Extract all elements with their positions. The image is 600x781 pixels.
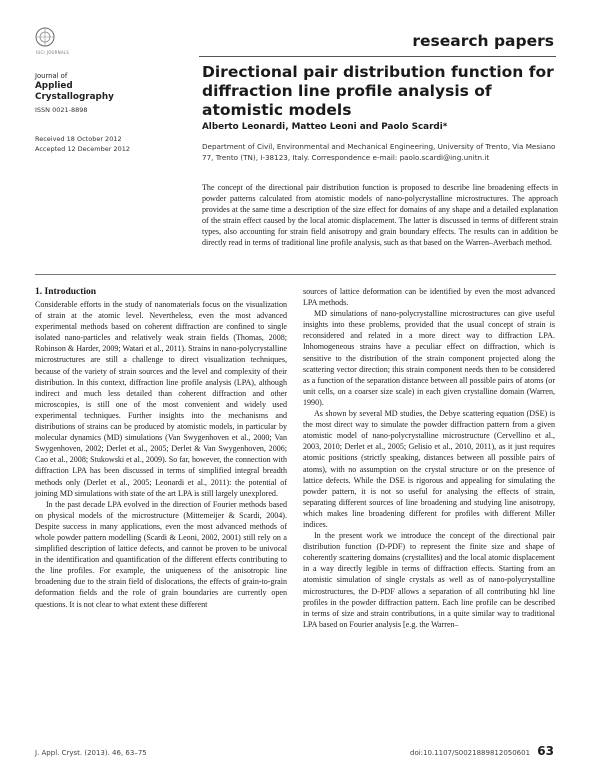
page-number: 63 — [537, 744, 554, 758]
abstract-divider — [35, 274, 556, 275]
section-label: research papers — [412, 32, 554, 50]
paragraph: In the past decade LPA evolved in the direction of Fourier methods based on physical models of the microstructure (Mittemeijer & Scardi, 2004). Despite success in many applications, even the most advanced methods of whole powder pattern modelling (Scardi & Leoni, 2002, 2001) still rely on a simplified description of lattice defects, and cannot be proven to be univocal in the identification and quantification of the different effects contributing to the line profiles. For example, the uniqueness of the anisotropic line broadening due to the strain field of dislocations, the effects of grain-to-grain deformation fields and the role of grain boundaries are currently open questions. It is not clear to what extent these different — [35, 499, 287, 609]
journal-block — [35, 71, 114, 115]
section-heading-introduction: 1. Introduction — [35, 287, 97, 297]
paragraph: In the present work we introduce the concept of the directional pair distribution function (D-PDF) to represent the finite size and shape of coherently scattering domains (crystallites) and the local atomic displacement in a way directly legible in terms of diffraction effects. Starting from an atomistic simulation of single crystals as well as of nano-polycrystalline microstructures, the D-PDF allows a separation of all contributing hkl line profiles in the powder diffraction pattern. Each line profile can be described in terms of size and strain contributions, in a quite similar way to traditional LPA based on Fourier analysis [e.g. the Warren– — [303, 531, 555, 629]
footer-citation: J. Appl. Cryst. (2013). 46, 63–75 — [35, 749, 147, 757]
article-affiliation: Department of Civil, Environmental and Mechanical Engineering, University of Trento, Via Mesiano 77, Trento (TN), I-38123, Italy. Correspondence e-mail: paolo.scardi@ing.unitn.it — [202, 142, 556, 162]
header-divider — [199, 56, 556, 57]
footer-doi: doi:10.1107/S0021889812050601 — [410, 749, 531, 757]
journal-logo-icon — [35, 26, 55, 48]
article-title: Directional pair distribution function for diffraction line profile analysis of atomistic models — [202, 63, 554, 119]
paragraph: As shown by several MD studies, the Debye scattering equation (DSE) is the most direct way to simulate the powder diffraction pattern from a given atomistic model of nano-polycrystalline microstructure (Cervellino et al., 2003, 2010; Derlet et al., 2005; Gelisio et al., 2010, 2011), as it just requires atomic positions (strictly speaking, distances between all possible pairs of atoms), with no assumption on the crystal structure or on the presence of lattice defects. While the DSE is rigorous and appealing for simulating the powder pattern, it is not so useful for analysing the effects of strain, separating different sources of line broadening and studying line anisotropy, which makes line broadening different for profiles with different Miller indices. — [303, 409, 555, 529]
journal-name-line2: Crystallography — [35, 92, 114, 102]
paragraph: Considerable efforts in the study of nanomaterials focus on the visualization of strain at the atomic level. Nevertheless, even the most advanced experimental methods based on coherent diffraction are confined to single isolated nano-particles and relatively weak strain fields (Thomas, 2008; Robinson & Harder, 2009; Watari et al., 2011). Strains in nano-polycrystalline microstructures are still a challenge to direct visualization techniques, because of the variety of strain sources and the level and complexity of their distribution. In this context, diffraction line profile analysis (LPA), although indirect and much less detailed than coherent diffraction and other microscopies, is still one of the most convenient and widely used experimental techniques. Further insights into the mechanisms and distributions of strains can be produced by atomistic models, in particular by molecular dynamics (MD) simulations (Van Swygenhoven et al., 2000; Van Swygenhoven, 2002; Derlet et al., 2005; Derlet & Van Swygenhoven, 2006; Cao et al., 2008; Stukowski et al., 2009). So far, however, the connection with diffraction LPA has been discussed in terms of simplified integral breadth methods only (Derlet et al., 2005; Leonardi et al., 2011): the potential of joining MD simulations with state of the art LPA is still largely unexplored. — [35, 300, 287, 498]
accepted-date: Accepted 12 December 2012 — [35, 144, 130, 153]
received-date: Received 18 October 2012 — [35, 135, 122, 143]
body-column-left — [35, 286, 287, 610]
paragraph: sources of lattice deformation can be identified by even the most advanced LPA methods. — [303, 287, 555, 308]
article-authors: Alberto Leonardi, Matteo Leoni and Paolo Scardi* — [202, 122, 448, 132]
paragraph: MD simulations of nano-polycrystalline microstructures can give useful insights into these problems, provided that the usual concept of strain is reconsidered and related in a more direct way to diffraction LPA. Inhomogeneous strains have a peculiar effect on diffraction, which is sensitive to the distribution of the strain component projected along the scattering vector direction; this strain component needs then to be considered as a function of the separation distance between all possible pairs of atoms (or unit cells, on a coarser size scale) in each given crystalline domain (Warren, 1990). — [303, 309, 555, 407]
journal-name-line1: Applied — [35, 81, 73, 91]
article-abstract: The concept of the directional pair distribution function is proposed to describe line broadening effects in powder patterns calculated from atomistic models of nano-polycrystalline microstructures. The approach provides at the same time a description of the size effect for domains of any shape and a detailed explanation of the strain effect caused by the local atomic displacement. The latter is discussed in terms of different strain types, also accounting for strain field anisotropy and grain boundary effects. The results can in addition be directly read in terms of traditional line profile analysis, such as that based on the Warren–Averbach method. — [202, 183, 558, 247]
journal-prefix: Journal of — [35, 72, 68, 80]
logo-caption: IUCr JOURNALS — [36, 50, 69, 55]
article-dates — [35, 135, 130, 154]
body-column-right — [303, 286, 555, 630]
journal-issn: ISSN 0021-8898 — [35, 106, 88, 114]
